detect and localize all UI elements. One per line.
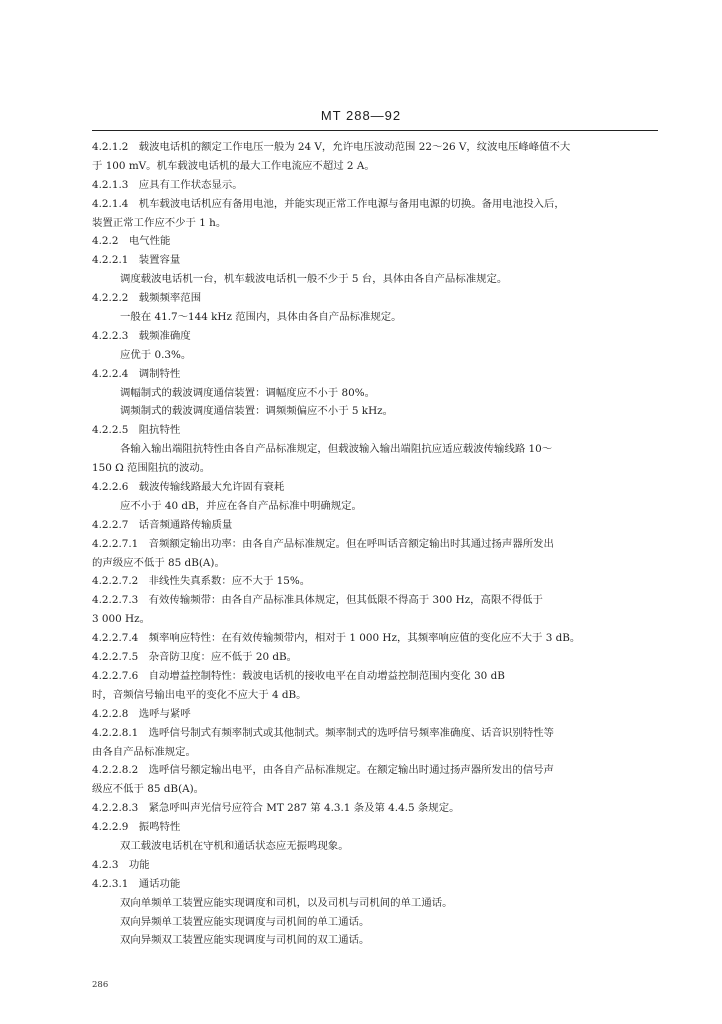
text-line: 4.2.2.7.4 频率响应特性：在有效传输频带内，相对于 1 000 Hz，其频率响应值的变化应不大于 3 dB。 [92, 632, 581, 645]
text-line: 时，音频信号输出电平的变化不应大于 4 dB。 [92, 688, 307, 701]
section-heading: 4.2.3 功能 [92, 858, 150, 871]
text-line: 4.2.2.7.5 杂音防卫度：应不低于 20 dB。 [92, 651, 298, 664]
text-line: 150 Ω 范围阻抗的波动。 [92, 462, 211, 475]
text-line: 装置正常工作应不少于 1 h。 [92, 216, 227, 229]
text-line: 各输入输出端阻抗特性由各自产品标准规定，但载波输入输出端阻抗应适应载波传输线路 10～ [120, 443, 553, 456]
section-heading: 4.2.3.1 通话功能 [92, 877, 181, 890]
header-rule [92, 130, 658, 131]
text-line: 调度载波电话机一台，机车载波电话机一般不少于 5 台，具体由各自产品标准规定。 [120, 273, 508, 286]
text-line: 调幅制式的载波调度通信装置：调幅度应不小于 80%。 [120, 386, 375, 399]
section-heading: 4.2.2.3 载频准确度 [92, 329, 191, 342]
section-heading: 4.2.2.8 选呼与紧呼 [92, 707, 191, 720]
text-line: 双向异频双工装置应能实现调度与司机间的双工通话。 [120, 934, 370, 947]
text-line: 调频制式的载波调度通信装置：调频频偏应不小于 5 kHz。 [120, 405, 394, 418]
text-line: 4.2.2.8.2 选呼信号额定输出电平，由各自产品标准规定。在额定输出时通过扬声器所发出的信号声 [92, 764, 554, 777]
text-line: 双工载波电话机在守机和通话状态应无振鸣现象。 [120, 839, 349, 852]
text-line: 一般在 41.7～144 kHz 范围内，具体由各自产品标准规定。 [120, 311, 402, 324]
document-body [92, 138, 662, 950]
page-number: 286 [92, 980, 109, 990]
text-line: 4.2.2.7.6 自动增益控制特性：载波电话机的接收电平在自动增益控制范围内变化 30 dB [92, 669, 505, 682]
section-heading: 4.2.2.2 载频频率范围 [92, 292, 202, 305]
text-line: 4.2.2.7.2 非线性失真系数：应不大于 15%。 [92, 575, 311, 588]
text-line: 由各自产品标准规定。 [92, 745, 196, 758]
section-heading: 4.2.2.6 载波传输线路最大允许固有衰耗 [92, 481, 285, 494]
text-line: 4.2.1.2 载波电话机的额定工作电压一般为 24 V，允许电压波动范围 22～26 V，纹波电压峰峰值不大 [92, 141, 571, 153]
section-heading: 4.2.2.9 振鸣特性 [92, 821, 181, 834]
text-line: 双向异频单工装置应能实现调度与司机间的单工通话。 [120, 915, 370, 928]
text-line: 于 100 mV。机车载波电话机的最大工作电流应不超过 2 A。 [92, 159, 375, 172]
text-line: 4.2.2.8.3 紧急呼叫声光信号应符合 MT 287 第 4.3.1 条及第 4.4.5 条规定。 [92, 802, 460, 815]
section-heading: 4.2.2.1 装置容量 [92, 254, 181, 267]
section-heading: 4.2.2.5 阻抗特性 [92, 424, 181, 437]
text-line: 3 000 Hz。 [92, 613, 150, 626]
text-line: 应不小于 40 dB，并应在各自产品标准中明确规定。 [120, 499, 362, 512]
text-line: 4.2.2.7.3 有效传输频带：由各自产品标准具体规定，但其低限不得高于 300 Hz，高限不得低于 [92, 594, 543, 607]
section-heading: 4.2.2.4 调制特性 [92, 367, 181, 380]
text-line: 4.2.1.4 机车载波电话机应有备用电池，并能实现正常工作电源与备用电源的切换。备用电池投入后， [92, 197, 565, 210]
text-line: 级应不低于 85 dB(A)。 [92, 783, 205, 796]
text-line: 的声级应不低于 85 dB(A)。 [92, 556, 225, 569]
standard-code-header: MT 288—92 [320, 108, 402, 123]
text-line: 4.2.2.8.1 选呼信号制式有频率制式或其他制式。频率制式的选呼信号频率准确度、话音识别特性等 [92, 726, 554, 739]
section-heading: 4.2.2 电气性能 [92, 235, 171, 248]
text-line: 应优于 0.3%。 [120, 348, 192, 361]
text-line: 4.2.1.3 应具有工作状态显示。 [92, 178, 243, 191]
text-line: 双向单频单工装置应能实现调度和司机，以及司机与司机间的单工通话。 [120, 896, 453, 909]
section-heading: 4.2.2.7 话音频通路传输质量 [92, 518, 233, 531]
text-line: 4.2.2.7.1 音频额定输出功率：由各自产品标准规定。但在呼叫话音额定输出时其通过扬声器所发出 [92, 537, 554, 550]
